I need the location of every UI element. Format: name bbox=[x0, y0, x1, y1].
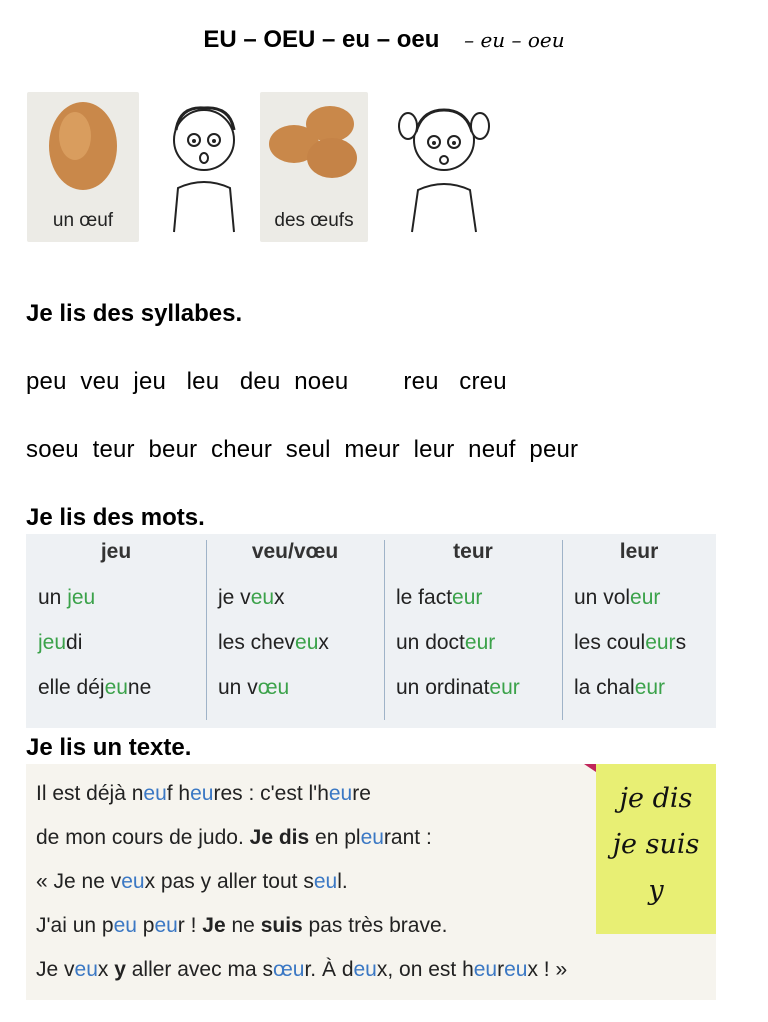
text-segment: ne bbox=[225, 914, 261, 937]
syllables-line-2: soeu teur beur cheur seul meur leur neuf peur bbox=[26, 436, 579, 463]
text-segment: r. À d bbox=[304, 958, 354, 981]
picture-egg-label: un œuf bbox=[52, 210, 114, 231]
picture-eggs bbox=[260, 92, 368, 242]
words-heading: Je lis des mots. bbox=[26, 504, 205, 531]
picture-eggs-label: des œufs bbox=[274, 210, 354, 231]
text-segment: Je v bbox=[36, 958, 75, 981]
text-segment: p bbox=[136, 914, 155, 937]
title-cursive: – eu – oeu bbox=[464, 28, 565, 52]
page-title bbox=[0, 26, 768, 54]
words-column-leur bbox=[562, 534, 716, 728]
text-segment: eu bbox=[328, 782, 353, 805]
text-segment: eu bbox=[353, 958, 377, 981]
text-segment: rant : bbox=[383, 826, 432, 849]
girl-icon bbox=[396, 92, 492, 242]
text-segment: f h bbox=[166, 782, 191, 805]
word-item: un jeu bbox=[38, 586, 96, 609]
text-segment: eu bbox=[74, 958, 98, 981]
text-segment: r ! bbox=[177, 914, 203, 937]
text-line bbox=[36, 782, 371, 806]
title-main: EU – OEU – eu – oeu bbox=[203, 26, 440, 53]
words-column-teur bbox=[384, 534, 562, 728]
text-segment: eu bbox=[313, 870, 338, 893]
text-segment: eu bbox=[154, 914, 178, 937]
text-segment: Je bbox=[202, 914, 226, 937]
text-segment: eu bbox=[473, 958, 498, 981]
syllables-heading: Je lis des syllabes. bbox=[26, 300, 243, 327]
text-segment: x ! » bbox=[527, 958, 568, 981]
text-segment: eu bbox=[143, 782, 167, 805]
text-segment: Il est déjà n bbox=[36, 782, 144, 805]
text-segment: eu bbox=[121, 870, 145, 893]
text-segment: eu bbox=[360, 826, 384, 849]
text-segment: suis bbox=[260, 914, 303, 937]
column-header: veu/vœu bbox=[251, 540, 339, 563]
text-segment: œu bbox=[272, 958, 305, 981]
word-item: les couleurs bbox=[574, 631, 687, 654]
text-segment: aller avec ma s bbox=[125, 958, 273, 981]
word-item: un docteur bbox=[396, 631, 496, 654]
word-item: la chaleur bbox=[574, 676, 666, 699]
word-item: un ordinateur bbox=[396, 676, 520, 699]
text-segment: r bbox=[497, 958, 505, 981]
text-segment: re bbox=[352, 782, 371, 805]
note-line: y bbox=[648, 875, 664, 906]
picture-egg bbox=[27, 92, 139, 242]
text-segment: pas très brave. bbox=[302, 914, 448, 937]
text-line bbox=[36, 870, 348, 894]
words-column-veu bbox=[206, 534, 384, 728]
word-item: le facteur bbox=[396, 586, 483, 609]
text-segment: eu bbox=[113, 914, 137, 937]
note-line: je dis bbox=[619, 783, 693, 814]
column-header: jeu bbox=[100, 540, 132, 563]
syllables-line-1: peu veu jeu leu deu noeu reu creu bbox=[26, 368, 507, 395]
note-line: je suis bbox=[612, 829, 700, 860]
words-column-jeu bbox=[26, 534, 206, 728]
word-item: jeudi bbox=[38, 631, 83, 654]
text-line bbox=[36, 914, 447, 938]
text-segment: J'ai un p bbox=[36, 914, 114, 937]
text-line bbox=[36, 826, 432, 850]
word-item: elle déjeune bbox=[38, 676, 152, 699]
text-segment: en pl bbox=[309, 826, 361, 849]
picture-boy bbox=[158, 92, 248, 242]
word-item: un voleur bbox=[574, 586, 661, 609]
text-line bbox=[36, 958, 567, 982]
text-segment: y bbox=[114, 958, 126, 981]
word-item: un vœu bbox=[218, 676, 290, 699]
text-heading: Je lis un texte. bbox=[26, 734, 192, 761]
text-segment: x bbox=[97, 958, 115, 981]
column-header: teur bbox=[453, 540, 493, 563]
text-segment: Je dis bbox=[249, 826, 310, 849]
text-segment: l. bbox=[337, 870, 348, 893]
text-segment: « Je ne v bbox=[36, 870, 122, 893]
sticky-note bbox=[596, 764, 716, 934]
text-segment: x pas y aller tout s bbox=[144, 870, 314, 893]
column-header: leur bbox=[619, 540, 659, 563]
text-segment: eu bbox=[190, 782, 214, 805]
word-item: je veux bbox=[218, 586, 285, 609]
word-item: les cheveux bbox=[218, 631, 329, 654]
text-segment: x, on est h bbox=[376, 958, 474, 981]
text-segment: res : c'est l'h bbox=[213, 782, 329, 805]
text-segment: eu bbox=[504, 958, 528, 981]
text-segment: de mon cours de judo. bbox=[36, 826, 250, 849]
picture-girl bbox=[396, 92, 492, 242]
words-table bbox=[26, 534, 716, 728]
boy-icon bbox=[158, 92, 248, 242]
